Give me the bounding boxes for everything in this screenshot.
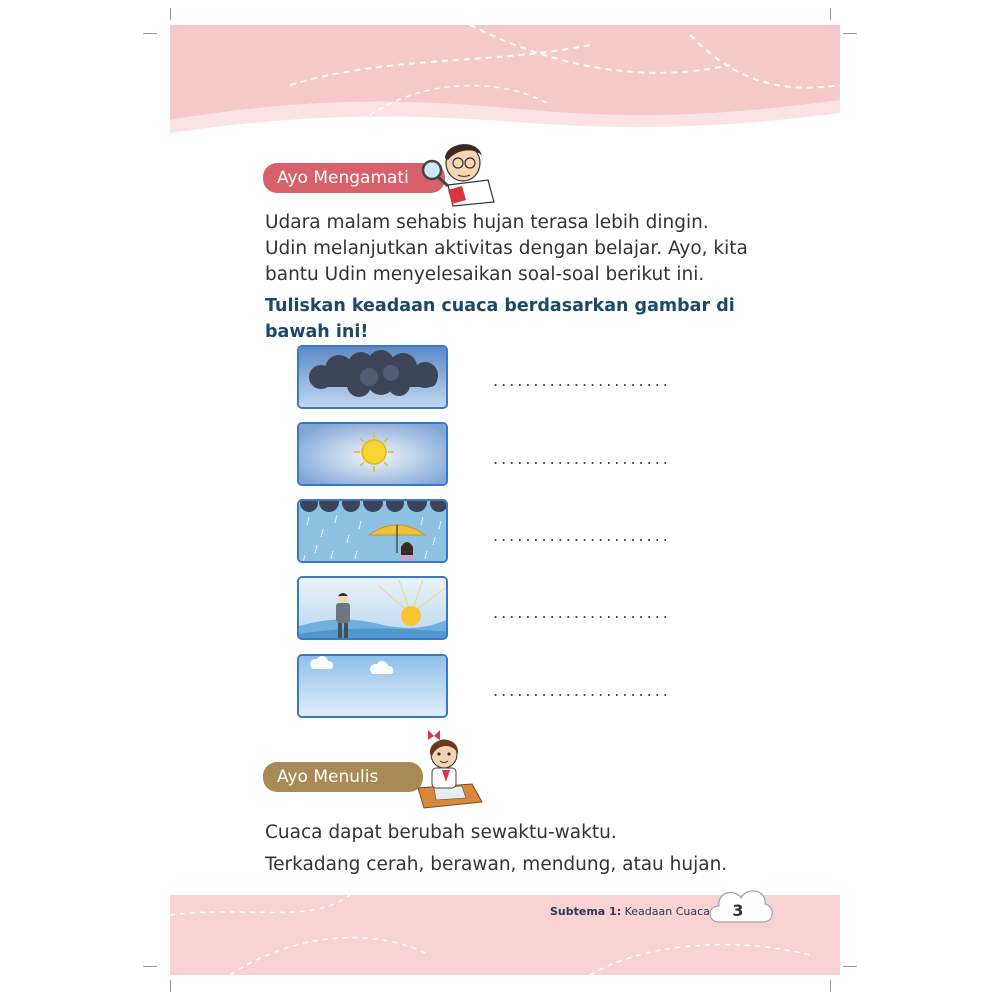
weather-picture-sunny <box>297 422 448 486</box>
crop-mark <box>843 33 857 34</box>
crop-mark <box>170 980 171 992</box>
section-tag-observe: Ayo Mengamati <box>263 163 445 193</box>
top-wave-band <box>170 25 840 145</box>
write-line: Terkadang cerah, berawan, mendung, atau hujan. <box>265 854 728 875</box>
weather-picture-sunrise <box>297 576 448 640</box>
intro-line: bantu Udin menyelesaikan soal-soal berikut ini. <box>265 264 705 285</box>
sun-icon <box>299 424 448 486</box>
intro-line: Udara malam sehabis hujan terasa lebih dingin. <box>265 212 709 233</box>
workbook-page <box>170 25 840 975</box>
answer-line: ...................... <box>493 371 671 390</box>
intro-paragraph <box>265 210 805 288</box>
crop-mark <box>143 966 157 967</box>
boy-magnifier-icon <box>418 130 498 210</box>
crop-mark <box>830 980 831 992</box>
footer-subtheme-title: Keadaan Cuaca <box>624 905 710 918</box>
weather-picture-rainy <box>297 499 448 563</box>
crop-mark <box>170 8 171 20</box>
intro-line: Udin melanjutkan aktivitas dengan belajar. Ayo, kita <box>265 238 748 259</box>
girl-writing-icon <box>410 730 485 810</box>
answer-line: ...................... <box>493 603 671 622</box>
answer-line: ...................... <box>493 449 671 468</box>
section-tag-write: Ayo Menulis <box>263 762 423 792</box>
footer-subtheme <box>550 905 710 918</box>
crop-mark <box>143 33 157 34</box>
instruction <box>265 293 805 345</box>
weather-picture-clear <box>297 654 448 718</box>
crop-mark <box>843 966 857 967</box>
instruction-line: Tuliskan keadaan cuaca berdasarkan gambar di <box>265 296 735 316</box>
rain-umbrella-icon <box>299 501 448 563</box>
dark-clouds-icon <box>299 347 448 409</box>
write-line: Cuaca dapat berubah sewaktu-waktu. <box>265 822 617 843</box>
answer-line: ...................... <box>493 681 671 700</box>
footer-subtheme-label: Subtema 1: <box>550 905 622 918</box>
page-number: 3 <box>732 901 744 920</box>
clear-sky-icon <box>299 656 448 718</box>
weather-picture-cloudy <box>297 345 448 409</box>
answer-line: ...................... <box>493 526 671 545</box>
sunrise-person-icon <box>299 578 448 640</box>
crop-mark <box>830 8 831 20</box>
instruction-line: bawah ini! <box>265 322 369 342</box>
